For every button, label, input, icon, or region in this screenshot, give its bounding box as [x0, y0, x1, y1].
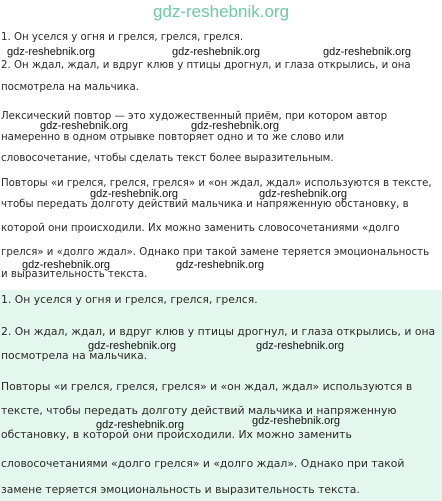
answer-line: тексте, чтобы передать долготу действий мальчика и напряженную [1, 404, 397, 417]
site-title[interactable]: gdz-reshebnik.org [152, 2, 290, 21]
answer-line: 1. Он уселся у огня и грелся, грелся, грелся. [1, 293, 258, 306]
watermark: gdz-reshebnik.org [259, 188, 348, 200]
answer-line: которой они происходили. Их можно заменить словосочетаниями «долго [1, 223, 400, 234]
watermark: gdz-reshebnik.org [22, 259, 111, 271]
answer-line: 2. Он ждал, ждал, и вдруг клюв у птицы дрогнул, и глаза открылись, и она [1, 325, 436, 338]
answer-line: Повторы «и грелся, грелся, грелся» и «он ждал, ждал» используются в [1, 380, 413, 393]
watermark: gdz-reshebnik.org [90, 188, 179, 200]
watermark: gdz-reshebnik.org [323, 46, 412, 58]
answer-line: Повторы «и грелся, грелся, грелся» и «он ждал, ждал» используются в тексте, [1, 178, 432, 189]
watermark: gdz-reshebnik.org [7, 46, 96, 58]
watermark: gdz-reshebnik.org [252, 415, 341, 427]
watermark: gdz-reshebnik.org [176, 259, 265, 271]
answer-line: посмотрела на мальчика. [1, 349, 148, 362]
answer-line: словосочетание, чтобы сделать текст более выразительным. [1, 153, 334, 164]
answer-line: посмотрела на мальчика. [1, 82, 139, 93]
answer-line: 1. Он уселся у огня и грелся, грелся, грелся. [1, 32, 244, 43]
watermark: gdz-reshebnik.org [191, 120, 280, 132]
answer-line: грелся» и «долго ждал». Однако при такой замене теряется эмоциональность [1, 247, 430, 258]
answer-block-plain [0, 28, 442, 290]
watermark: gdz-reshebnik.org [256, 340, 345, 352]
watermark: gdz-reshebnik.org [96, 419, 185, 431]
answer-line: намеренно в одном отрывке повторяет одно и то же слово или [1, 132, 345, 143]
site-header [0, 0, 442, 28]
watermark: gdz-reshebnik.org [172, 46, 261, 58]
answer-line: замене теряется эмоциональность и выразительность текста. [1, 483, 360, 496]
answer-line: обстановку, в которой они происходили. Их можно заменить [1, 428, 352, 441]
watermark: gdz-reshebnik.org [88, 340, 177, 352]
answer-line: чтобы передать долготу действий мальчика и напряженную обстановку, в [1, 199, 409, 210]
answer-block-green [0, 290, 442, 501]
answer-line: 2. Он ждал, ждал, и вдруг клюв у птицы дрогнул, и глаза открылись, и она [1, 60, 411, 71]
answer-line: словосочетаниями «долго грелся» и «долго ждал». Однако при такой [1, 457, 405, 470]
answer-line: Лексический повтор — это художественный приём, при котором автор [1, 111, 388, 122]
answer-line: и выразительность текста. [1, 269, 148, 280]
watermark: gdz-reshebnik.org [40, 120, 129, 132]
